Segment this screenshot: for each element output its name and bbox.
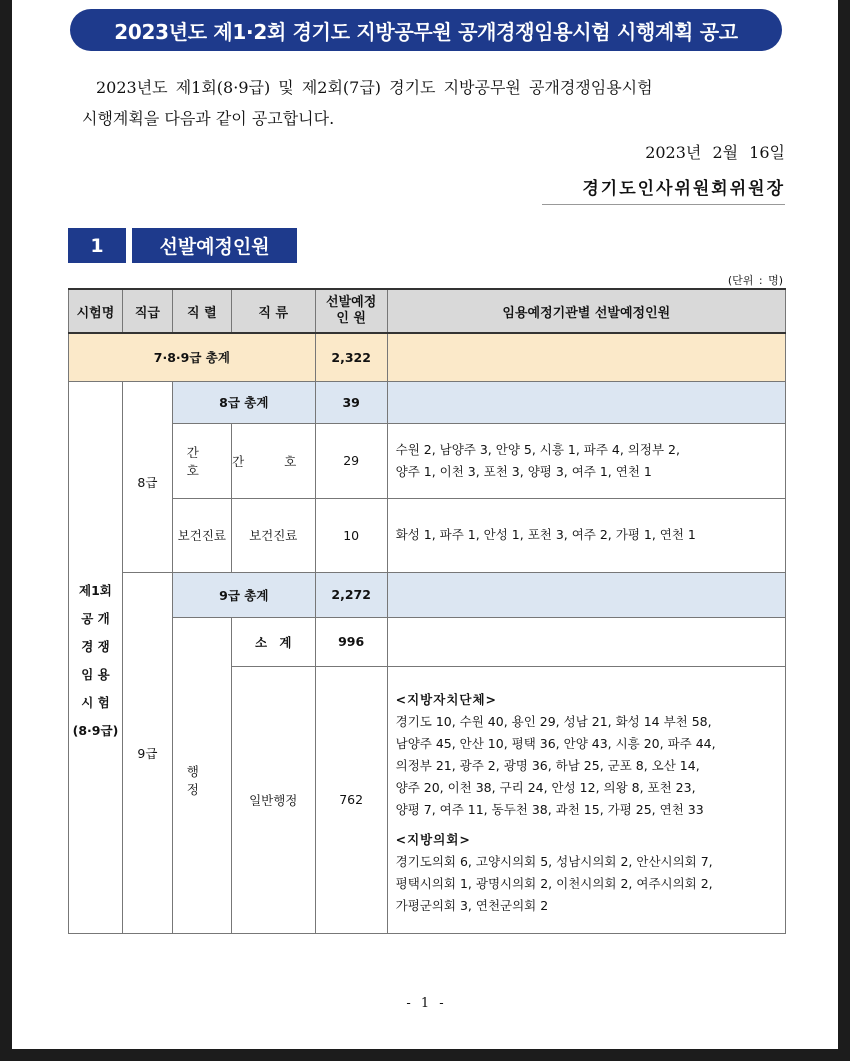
grade8-total-value: 39 bbox=[315, 381, 387, 423]
header-agency: 임용예정기관별 선발예정인원 bbox=[387, 289, 785, 333]
count-cell: 762 bbox=[315, 666, 387, 933]
agency-cell: 수원 2, 남양주 3, 안양 5, 시흥 1, 파주 4, 의정부 2, 양주 1, 이천 3, 포천 3, 양평 3, 여주 1, 연천 1 bbox=[387, 423, 785, 498]
list-item: 남양주 45, 안산 10, 평택 36, 안양 43, 시흥 20, 파주 44, bbox=[395, 735, 716, 751]
section-title: 선발예정인원 bbox=[132, 228, 297, 263]
grand-total-value: 2,322 bbox=[315, 333, 387, 381]
class-cell: 일반행정 bbox=[231, 666, 315, 933]
grand-total-label: 7·8·9급 총계 bbox=[69, 333, 316, 381]
header-series: 직 렬 bbox=[172, 289, 231, 333]
council-heading: <지방의회> bbox=[395, 831, 471, 847]
grade9-label: 9급 bbox=[122, 572, 172, 933]
list-item: 경기도 10, 수원 40, 용인 29, 성남 21, 화성 14 부천 58, bbox=[395, 713, 712, 729]
list-item: 양주 20, 이천 38, 구리 24, 안성 12, 의왕 8, 포천 23, bbox=[395, 779, 696, 795]
recruitment-table bbox=[68, 288, 786, 934]
local-gov-agency-cell bbox=[387, 666, 785, 933]
signer-underline bbox=[542, 204, 785, 205]
banner-title: 2023년도 제1·2회 경기도 지방공무원 공개경쟁임용시험 시행계획 공고 bbox=[70, 9, 782, 51]
agency-cell: 화성 1, 파주 1, 안성 1, 포천 3, 여주 2, 가평 1, 연천 1 bbox=[387, 498, 785, 572]
subtotal-value: 996 bbox=[315, 617, 387, 666]
grade9-total-label: 9급 총계 bbox=[172, 572, 315, 617]
list-item: 평택시의회 1, 광명시의회 2, 이천시의회 2, 여주시의회 2, bbox=[395, 875, 713, 891]
header-grade: 직급 bbox=[122, 289, 172, 333]
list-item: 의정부 21, 광주 2, 광명 36, 하남 25, 군포 8, 오산 14, bbox=[395, 757, 700, 773]
grand-total-agency bbox=[387, 333, 785, 381]
table-header-row bbox=[69, 289, 786, 333]
grade9-total-row bbox=[69, 572, 786, 617]
grade9-subtotal-row bbox=[69, 617, 786, 666]
grand-total-row bbox=[69, 333, 786, 381]
page-number: - 1 - bbox=[406, 996, 444, 1011]
subtotal-agency bbox=[387, 617, 785, 666]
grade8-total-agency bbox=[387, 381, 785, 423]
table-row bbox=[69, 423, 786, 498]
subtotal-label: 소 계 bbox=[231, 617, 315, 666]
exam-name-cell: 제1회 공 개 경 쟁 임 용 시 험 (8·9급) bbox=[69, 381, 123, 933]
document-page bbox=[12, 0, 838, 1049]
signer: 경기도인사위원회위원장 bbox=[582, 179, 785, 199]
announcement-date: 2023년 2월 16일 bbox=[645, 143, 785, 162]
list-item: 경기도의회 6, 고양시의회 5, 성남시의회 2, 안산시의회 7, bbox=[395, 853, 713, 869]
grade8-total-label: 8급 총계 bbox=[172, 381, 315, 423]
header-exam: 시험명 bbox=[69, 289, 123, 333]
intro-line-1: 2023년도 제1회(8·9급) 및 제2회(7급) 경기도 지방공무원 공개경쟁임용시험 bbox=[96, 78, 653, 97]
unit-note: (단위 : 명) bbox=[727, 274, 783, 287]
list-item: 양평 7, 여주 11, 동두천 38, 과천 15, 가평 25, 연천 33 bbox=[395, 801, 704, 817]
series-cell: 행 정 bbox=[172, 617, 231, 933]
count-cell: 10 bbox=[315, 498, 387, 572]
count-cell: 29 bbox=[315, 423, 387, 498]
intro-paragraph bbox=[82, 72, 787, 134]
list-item: 가평군의회 3, 연천군의회 2 bbox=[395, 897, 549, 913]
grade9-total-value: 2,272 bbox=[315, 572, 387, 617]
local-gov-heading: <지방자치단체> bbox=[395, 691, 498, 707]
section-number: 1 bbox=[68, 228, 126, 263]
grade8-total-row bbox=[69, 381, 786, 423]
series-cell: 보건진료 bbox=[172, 498, 231, 572]
class-cell: 간 호 bbox=[231, 423, 315, 498]
header-class: 직 류 bbox=[231, 289, 315, 333]
table-row bbox=[69, 498, 786, 572]
grade9-total-agency bbox=[387, 572, 785, 617]
header-count: 선발예정 인 원 bbox=[315, 289, 387, 333]
intro-line-2: 시행계획을 다음과 같이 공고합니다. bbox=[82, 109, 335, 128]
grade8-label: 8급 bbox=[122, 381, 172, 572]
series-cell: 간 호 bbox=[172, 423, 231, 498]
class-cell: 보건진료 bbox=[231, 498, 315, 572]
